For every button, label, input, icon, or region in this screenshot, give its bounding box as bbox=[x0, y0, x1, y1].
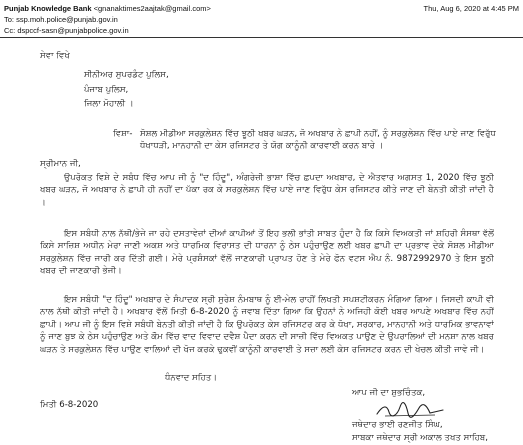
paragraph-2: ਇਸ ਸਬੰਧੀ ਨਾਲ ਨੱਥੀ/ਭੇਜੇ ਜਾ ਰਹੇ ਦਸਤਾਵੇਜ਼ਾਂ ਦੀਆਂ ਕਾਪੀਆਂ ਤੋਂ ਇਹ ਭਲੀ ਭਾਂਤੀ ਸਾਬਤ ਹੁੰਦਾ ਹੈ ਕਿ ਕਿਸੇ ਵਿਅਕਤੀ ਜਾਂ ਸ਼ਹਿਰੀ ਸੰਸਥਾ ਵੱਲੋਂ ਕਿਸੇ ਸਾਜ਼ਿਸ਼ ਅਧੀਨ ਮੇਰਾ ਜਾਣੀ ਅਕਸ਼ ਅਤੇ ਧਾਰਮਿਕ ਵਿਰਾਸਤ ਦੀ ਧਾਰਨਾ ਨੂੰ ਠੇਸ ਪਹੁੰਚਾਉਣ ਲਈ ਖਬਰ ਛਾਪੀ ਦਾ ਪ੍ਰਭਾਵ ਦੇਕੇ ਸੋਸ਼ਲ ਮੀਡੀਆ ਸਰਕੁਲੇਸ਼ਨ ਵਿੱਚ ਜਾਰੀ ਕਰ ਦਿੱਤੀ ਗਈ। ਮੇਰੇ ਪ੍ਰਸ਼ੰਸਕਾਂ ਵੱਲੋਂ ਜਾਣਕਾਰੀ ਪ੍ਰਾਪਤ ਹੋਣ ਤੇ ਮੇਰੇ ਫੋਨ ਵਟਸ ਐਪ ਨੰ. 9872992970 ਤੇ ਇਸ ਝੂਠੀ ਖਬਰ ਦੀ ਜਾਣਕਾਰੀ ਭੇਜੀ। bbox=[40, 229, 494, 277]
header-divider bbox=[0, 37, 523, 38]
subject-label: ਵਿਸ਼ਾ- bbox=[113, 129, 133, 139]
handwritten-signature bbox=[375, 401, 445, 419]
email-cc: Cc: dspccf-sasn@punjabpolice.gov.in bbox=[4, 26, 129, 35]
email-date: Thu, Aug 6, 2020 at 4:45 PM bbox=[423, 4, 519, 13]
greeting: ਸ੍ਰੀਮਾਨ ਜੀ, bbox=[40, 159, 81, 169]
thanks: ਧੰਨਵਾਦ ਸਹਿਤ। bbox=[165, 373, 218, 383]
address-line-1: ਸੀਨੀਅਰ ਸੁਪਰਡੰਟ ਪੁਲਿਸ, bbox=[84, 70, 169, 80]
email-to: To: ssp.moh.police@punjab.gov.in bbox=[4, 15, 118, 24]
address-line-3: ਜਿਲਾ ਮੋਹਾਲੀ । bbox=[84, 99, 134, 109]
sender-address: <gnanaktimes2aajtak@gmail.com> bbox=[93, 4, 211, 13]
paragraph-1: ਉਪਰੋਕਤ ਵਿਸ਼ੇ ਦੇ ਸਬੰਧ ਵਿੱਚ ਆਪ ਜੀ ਨੂੰ "ਦ ਹਿੰਦੂ", ਅੰਗਰੇਜ਼ੀ ਭਾਸ਼ਾ ਵਿੱਚ ਛਪਦਾ ਅਖਬਾਰ, ਦੇ ਐਤਵਾਰ ਅਗਸਤ 1, 2020 ਵਿੱਚ ਝੂਠੀ ਖਬਰ ਘੜਨ, ਜੋ ਅਖਬਾਰ ਨੇ ਛਾਪੀ ਹੀ ਨਹੀਂ ਦਾ ਪੱਕਾ ਰਕ ਕੇ ਸਰਕੁਲੇਸ਼ਨ ਵਿੱਚ ਪਾਏ ਜਾਣ ਵਿਰੁੱਧ ਕੇਸ ਰਜਿਸਟਰ ਕੀਤੇ ਜਾਣ ਦੀ ਬੇਨਤੀ ਕੀਤੀ ਜਾਂਦੀ ਹੈ । bbox=[40, 173, 494, 208]
address-line-2: ਪੰਜਾਬ ਪੁਲਿਸ, bbox=[84, 85, 129, 95]
email-from bbox=[4, 4, 211, 13]
salutation-to: ਸੇਵਾ ਵਿਖੇ bbox=[40, 51, 70, 61]
sender-name: Punjab Knowledge Bank bbox=[4, 4, 92, 13]
subject-text: ਸੋਸ਼ਲ ਮੀਡੀਆ ਸਰਕੁਲੇਸ਼ਨ ਵਿੱਚ ਝੂਠੀ ਖਬਰ ਘੜਨ, ਜੋ ਅਖਬਾਰ ਨੇ ਛਾਪੀ ਨਹੀਂ, ਨੂੰ ਸਰਕੁਲੇਸ਼ਨ ਵਿੱਚ ਪਾਏ ਜਾਣ ਵਿਰੁੱਧ ਧੋਖਾਧੜੀ, ਮਾਨਹਾਨੀ ਦਾ ਕੇਸ ਰਜਿਸਟਰ ਤੇ ਯੋਗ ਕਾਨੂੰਨੀ ਕਾਰਵਾਈ ਕਰਨ ਬਾਰੇ । bbox=[140, 129, 496, 152]
letter-date: ਮਿਤੀ 6-8-2020 bbox=[40, 400, 99, 410]
closing: ਆਪ ਜੀ ਦਾ ਸ਼ੁਭਚਿੰਤਕ, bbox=[352, 388, 426, 398]
signatory-name: ਜਥੇਦਾਰ ਭਾਈ ਰਣਜੀਤ ਸਿੰਘ, bbox=[352, 420, 443, 430]
signatory-title: ਸਾਬਕਾ ਜਥੇਦਾਰ ਸ੍ਰੀ ਅਕਾਲ ਤਖਤ ਸਾਹਿਬ, bbox=[352, 433, 488, 443]
paragraph-3: ਇਸ ਸਬੰਧੀ "ਦ ਹਿੰਦੂ" ਅਖਬਾਰ ਦੇ ਸੰਪਾਦਕ ਸ੍ਰੀ ਸੁਰੇਸ਼ ਨੰਮਬਾਥ ਨੂੰ ਈ-ਮੇਲ ਰਾਹੀਂ ਲਿਖਤੀ ਸਪਸ਼ਟੀਕਰਨ ਮੰਗਿਆ ਗਿਆ। ਜਿਸਦੀ ਕਾਪੀ ਵੀ ਨਾਲ ਨੱਥੀ ਕੀਤੀ ਜਾਂਦੀ ਹੈ। ਅਖਬਾਰ ਵੱਲੋਂ ਮਿਤੀ 6-8-2020 ਨੂੰ ਜਵਾਬ ਦਿੱਤਾ ਗਿਆ ਕਿ ਉਹਨਾਂ ਨੇ ਅਜਿਹੀ ਕੋਈ ਖਬਰ ਆਪਣੇ ਅਖਬਾਰ ਵਿੱਚ ਨਹੀਂ ਛਾਪੀ। ਆਪ ਜੀ ਨੂੰ ਇਸ ਵਿਸ਼ੇ ਸਬੰਧੀ ਬੇਨਤੀ ਕੀਤੀ ਜਾਂਦੀ ਹੈ ਕਿ ਉਪਰੋਕਤ ਕੇਸ ਰਜਿਸਟਰ ਕਰ ਕੇ ਧੋਖਾ, ਸਰਕਾਰ, ਮਾਨਹਾਨੀ ਅਤੇ ਧਾਰਮਿਕ ਭਾਵਨਾਵਾਂ ਨੂੰ ਜਾਣ ਬੁਝ ਕੇ ਠੇਸ ਪਹੁੰਚਾਉਣ ਅਤੇ ਕੌਮ ਵਿੱਚ ਵਾਦ ਵਿਵਾਦ ਦਵੈਸ਼ ਪੈਦਾ ਕਰਨ ਦੀ ਸਾਜ਼ੀ ਵਿੱਚ ਵਿਅਕਤ ਪਾਉਣ ਦੇ ਉਪਰਾਲਿਆਂ ਦੀ ਮਨਸ਼ਾ ਨਾਲ ਖਬਰ ਘੜਨ ਤੇ ਸਰਕੁਲੇਸ਼ਨ ਵਿੱਚ ਪਾਉਣ ਵਾਲਿਆਂ ਦੀ ਖੋਜ ਕਰਕੇ ਢੁਕਵੀਂ ਕਾਨੂੰਨੀ ਕਾਰਵਾਈ ਤੇ ਸਜ਼ਾ ਲਈ ਕੇਸ ਰਜਿਸਟਰ ਕਰਨ ਦੀ ਖੇਚਲ ਕੀਤੀ ਜਾਵੇ ਜੀ। bbox=[40, 295, 494, 355]
